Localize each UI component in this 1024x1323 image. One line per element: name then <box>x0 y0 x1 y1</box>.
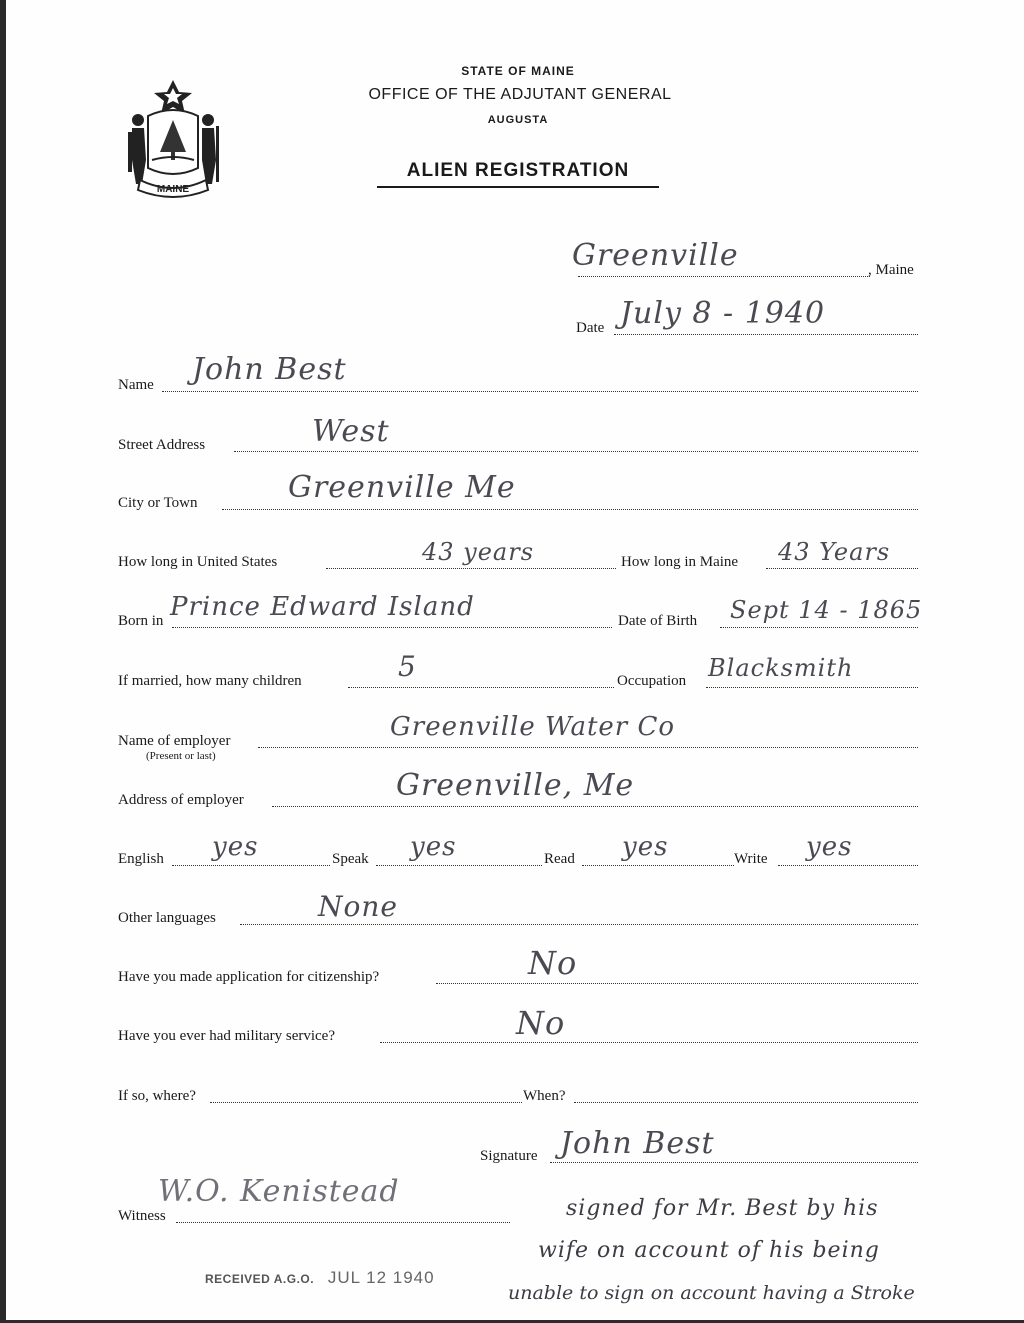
received-stamp-label: RECEIVED A.G.O. <box>205 1272 315 1286</box>
occupation-entry: Blacksmith <box>708 654 854 682</box>
dob-label: Date of Birth <box>618 613 698 629</box>
street-line <box>234 451 918 452</box>
read-entry: yes <box>622 832 669 862</box>
scan-edge-left <box>0 0 6 1323</box>
maine-years-entry: 43 Years <box>778 538 891 566</box>
born-label: Born in <box>118 613 164 629</box>
when-line <box>574 1102 918 1103</box>
name-line <box>162 391 918 392</box>
other-languages-entry: None <box>318 890 398 923</box>
where-line <box>210 1102 522 1103</box>
street-label: Street Address <box>118 437 206 453</box>
signature-line <box>550 1162 918 1163</box>
english-entry: yes <box>212 832 259 862</box>
occupation-line <box>706 687 918 688</box>
children-line <box>348 687 614 688</box>
maine-years-line <box>766 568 918 569</box>
employer-label: Name of employer <box>118 733 231 749</box>
name-label: Name <box>118 377 154 393</box>
us-years-line <box>326 568 616 569</box>
note-line-1: signed for Mr. Best by his <box>566 1196 879 1221</box>
city-line <box>222 509 918 510</box>
born-entry: Prince Edward Island <box>170 592 475 622</box>
town-entry: Greenville <box>572 238 739 273</box>
city-entry: Greenville Me <box>288 470 516 505</box>
other-languages-line <box>240 924 918 925</box>
english-label: English <box>118 851 164 867</box>
town-suffix: , Maine <box>868 262 914 278</box>
english-line <box>172 865 330 866</box>
street-entry: West <box>312 414 390 449</box>
received-stamp <box>205 1268 435 1288</box>
military-label: Have you ever had military service? <box>118 1028 335 1044</box>
citizenship-entry: No <box>528 944 578 982</box>
write-entry: yes <box>806 832 853 862</box>
dob-line <box>720 627 918 628</box>
witness-entry: W.O. Kenistead <box>158 1174 400 1209</box>
write-line <box>778 865 918 866</box>
date-entry: July 8 - 1940 <box>620 296 826 331</box>
dob-entry: Sept 14 - 1865 <box>730 596 923 624</box>
header-office: OFFICE OF THE ADJUTANT GENERAL <box>368 86 672 103</box>
occupation-label: Occupation <box>617 673 687 689</box>
header-state: STATE OF MAINE <box>461 64 575 78</box>
employer-address-entry: Greenville, Me <box>396 768 635 803</box>
children-entry: 5 <box>398 650 417 683</box>
date-label: Date <box>576 320 605 336</box>
born-line <box>172 627 612 628</box>
citizenship-line <box>436 983 918 984</box>
employer-sublabel: (Present or last) <box>146 750 216 762</box>
note-line-2: wife on account of his being <box>538 1238 880 1263</box>
us-years-label: How long in United States <box>118 554 278 570</box>
maine-years-label: How long in Maine <box>621 554 739 570</box>
seal-banner-text: MAINE <box>156 184 190 195</box>
name-entry: John Best <box>192 352 347 387</box>
read-label: Read <box>544 851 575 867</box>
witness-label: Witness <box>118 1208 166 1224</box>
header-city: AUGUSTA <box>487 114 549 126</box>
read-line <box>582 865 734 866</box>
town-line <box>578 276 870 277</box>
military-line <box>380 1042 918 1043</box>
signature-label: Signature <box>480 1148 538 1164</box>
us-years-entry: 43 years <box>422 538 535 566</box>
received-stamp-date: JUL 12 1940 <box>327 1268 435 1287</box>
employer-address-line <box>272 806 918 807</box>
children-label: If married, how many children <box>118 673 302 689</box>
when-label: When? <box>523 1088 566 1104</box>
witness-line <box>176 1222 510 1223</box>
note-line-3: unable to sign on account having a Stroke <box>508 1282 915 1304</box>
military-entry: No <box>516 1004 566 1042</box>
form-title: ALIEN REGISTRATION <box>406 160 630 181</box>
speak-label: Speak <box>332 851 369 867</box>
title-underline <box>377 186 659 188</box>
date-line <box>614 334 918 335</box>
city-label: City or Town <box>118 495 198 511</box>
other-languages-label: Other languages <box>118 910 216 926</box>
write-label: Write <box>734 851 768 867</box>
citizenship-label: Have you made application for citizenship? <box>118 969 380 985</box>
employer-address-label: Address of employer <box>118 792 244 808</box>
employer-entry: Greenville Water Co <box>390 712 676 742</box>
employer-line <box>258 747 918 748</box>
speak-entry: yes <box>410 832 457 862</box>
signature-entry: John Best <box>560 1126 715 1161</box>
where-label: If so, where? <box>118 1088 196 1104</box>
speak-line <box>376 865 542 866</box>
